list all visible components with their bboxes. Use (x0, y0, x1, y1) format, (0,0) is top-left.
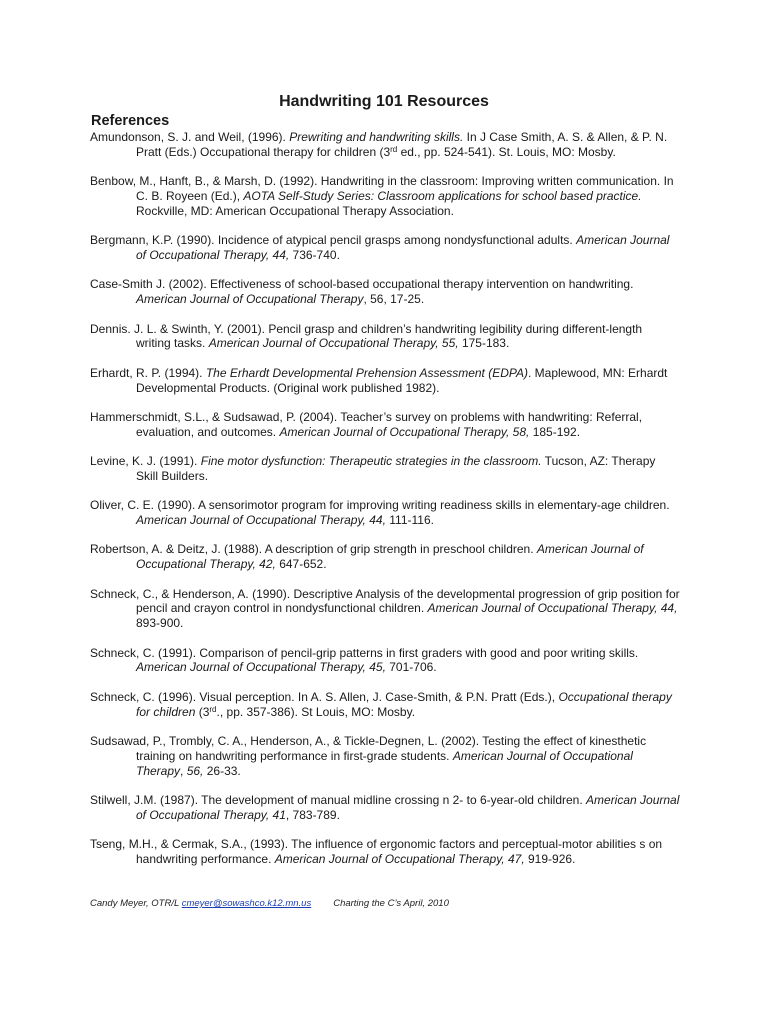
reference-text: 26-33. (203, 763, 241, 778)
references-list (90, 130, 680, 881)
ref-bergmann (90, 233, 680, 263)
reference-text: 185-192. (529, 424, 581, 439)
reference-text: Schneck, C. (1996). Visual perception. In A. S. Allen, J. Case-Smith, & P.N. Pratt (Eds.), (90, 689, 559, 704)
reference-text: 919-926. (524, 852, 576, 866)
reference-text: , 783-789. (285, 807, 340, 822)
reference-text: ., pp. 357-386). St Louis, MO: Mosby. (216, 704, 416, 719)
ref-schneck-1991 (90, 646, 680, 676)
ref-amundson (90, 130, 680, 160)
reference-text: , 56, 17-25. (363, 292, 425, 307)
reference-text: Robertson, A. & Deitz, J. (1988). A description of grip strength in preschool children. (90, 542, 537, 557)
ref-robertson (90, 542, 680, 572)
ref-erhardt (90, 366, 680, 396)
ref-tseng (90, 837, 680, 867)
reference-text: Tseng, M.H., & Cermak, S.A., (1993). The influence of ergonomic factors and perceptual-motor abilities s on handwriting performance. (90, 837, 663, 866)
footer (90, 898, 449, 909)
reference-text: American Journal of Occupational Therapy, 55, (208, 336, 459, 351)
footer-author: Candy Meyer, OTR/L (90, 898, 182, 909)
reference-text: 647-652. (275, 557, 327, 572)
reference-text: Erhardt, R. P. (1994). (90, 365, 206, 380)
reference-text: . Maplewood, MN: Erhardt Developmental Products. (Original work published 1982). (136, 365, 668, 395)
reference-text: American Journal of Occupational Therapy, 41 (136, 793, 680, 822)
ref-schneck-1996 (90, 690, 680, 720)
reference-text: Oliver, C. E. (1990). A sensorimotor program for improving writing readiness skills in elementary-age children. (90, 498, 670, 513)
reference-text: Fine motor dysfunction: Therapeutic strategies in the classroom. (200, 454, 542, 469)
ref-hammerschmidt (90, 410, 680, 440)
reference-text: 701-706. (385, 660, 437, 675)
ref-benbow (90, 174, 680, 218)
references-heading: References (91, 113, 170, 129)
reference-text: Levine, K. J. (1991). (90, 454, 201, 469)
reference-text: American Journal of Occupational Therapy, 58, (279, 424, 530, 439)
reference-text: 56, (186, 763, 204, 778)
reference-text: American Journal of Occupational Therapy, 44, (427, 601, 678, 616)
ref-dennis (90, 322, 680, 352)
reference-text: Tucson, AZ: Therapy Skill Builders. (136, 454, 656, 483)
reference-text: Case-Smith J. (2002). Effectiveness of school-based occupational therapy intervention on handwriting. (90, 277, 634, 292)
reference-text: rd (390, 144, 398, 154)
reference-text: American Journal of Occupational Therapy, 44, (136, 513, 386, 528)
reference-text: Bergmann, K.P. (1990). Incidence of atypical pencil grasps among nondysfunctional adults. (90, 233, 577, 248)
reference-text: AOTA Self-Study Series: Classroom applications for school based practice. (243, 188, 642, 203)
ref-levine (90, 454, 680, 484)
reference-text: 175-183. (458, 336, 510, 351)
ref-stilwell (90, 793, 680, 823)
footer-event: Charting the C’s April, 2010 (333, 898, 449, 909)
reference-text: Prewriting and handwriting skills. (289, 130, 464, 144)
reference-text: American Journal of Occupational Therapy, 45, (136, 660, 386, 675)
ref-sudsawad (90, 734, 680, 778)
reference-text: 736-740. (289, 247, 340, 262)
reference-text: 893-900. (136, 616, 184, 631)
reference-text: American Journal of Occupational Therapy (136, 748, 633, 778)
reference-text: American Journal of Occupational Therapy, 44, (136, 233, 670, 262)
page-title: Handwriting 101 Resources (279, 93, 489, 110)
reference-text: Benbow, M., Hanft, B., & Marsh, D. (1992). Handwriting in the classroom: Improving written communication. In C. B. Royeen (Ed.), (90, 174, 674, 203)
reference-text: In J Case Smith, A. S. & Allen, & P. N. Pratt (Eds.) Occupational therapy for children (3 (136, 130, 668, 159)
reference-text: Sudsawad, P., Trombly, C. A., Henderson, A., & Tickle-Degnen, L. (2002). Testing the effect of kinesthetic training on handwriting performance in first-grade students. (90, 734, 647, 763)
reference-text: ed., pp. 524-541). St. Louis, MO: Mosby. (397, 144, 616, 159)
reference-text: American Journal of Occupational Therapy (136, 292, 364, 307)
reference-text: , (180, 763, 187, 778)
reference-text: (3 (195, 704, 210, 719)
ref-schneck-1990 (90, 587, 680, 631)
reference-text: Schneck, C. (1991). Comparison of pencil-grip patterns in first graders with good and poor writing skills. (90, 645, 639, 660)
reference-text: rd (209, 704, 217, 714)
reference-text: Dennis. J. L. & Swinth, Y. (2001). Pencil grasp and children’s handwriting legibility during different-length writing tasks. (90, 321, 643, 351)
reference-text: Stilwell, J.M. (1987). The development of manual midline crossing n 2- to 6-year-old children. (90, 793, 587, 808)
ref-case-smith (90, 277, 680, 307)
reference-text: The Erhardt Developmental Prehension Assessment (EDPA) (205, 365, 528, 380)
reference-text: Schneck, C., & Henderson, A. (1990). Descriptive Analysis of the developmental progression of grip position for pencil and crayon control in nondysfunctional children. (90, 586, 680, 616)
reference-text: Rockville, MD: American Occupational Therapy Association. (136, 203, 454, 218)
footer-email-link[interactable]: cmeyer@sowashco.k12.mn.us (181, 898, 312, 909)
reference-text: Occupational therapy for children (136, 689, 672, 719)
ref-oliver (90, 498, 680, 528)
reference-text: American Journal of Occupational Therapy, 42, (136, 542, 644, 572)
reference-text: Hammerschmidt, S.L., & Sudsawad, P. (2004). Teacher’s survey on problems with handwriting: Referral, evaluation, and outcomes. (90, 409, 643, 439)
reference-text: 111-116. (385, 513, 434, 528)
reference-text: Amundonson, S. J. and Weil, (1996). (90, 130, 290, 144)
reference-text: American Journal of Occupational Therapy, 47, (274, 852, 525, 866)
